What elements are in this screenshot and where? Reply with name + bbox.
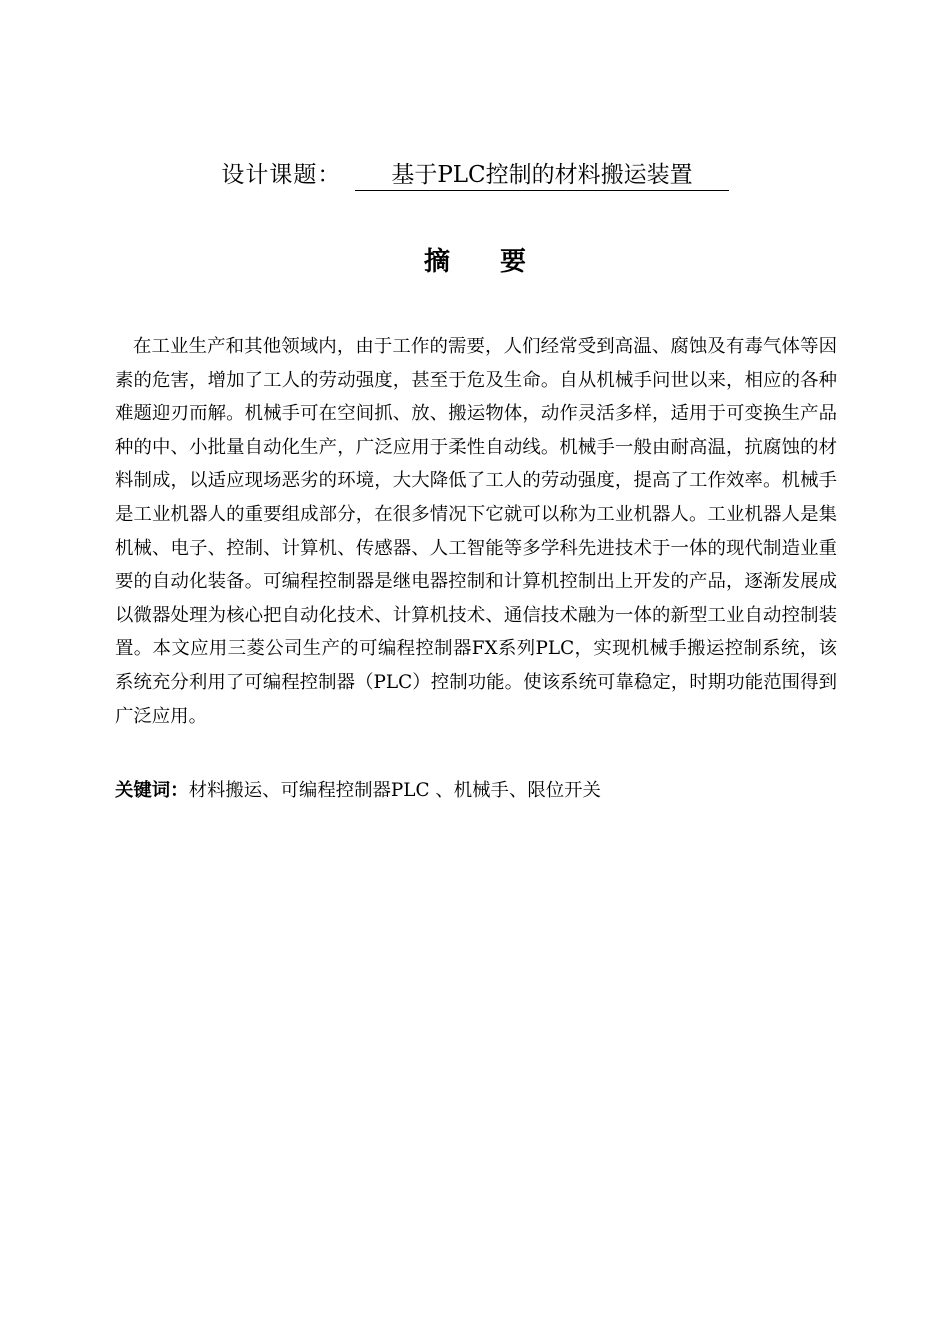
abstract-body: 在工业生产和其他领域内，由于工作的需要，人们经常受到高温、腐蚀及有毒气体等因素的危害，增加了工人的劳动强度，甚至于危及生命。自从机械手问世以来，相应的各种难题迎刃而解。机械手可在空间抓、放、搬运物体，动作灵活多样，适用于可变换生产品种的中、小批量自动化生产，广泛应用于柔性自动线。机械手一般由耐高温，抗腐蚀的材料制成，以适应现场恶劣的环境，大大降低了工人的劳动强度，提高了工作效率。机械手是工业机器人的重要组成部分，在很多情况下它就可以称为工业机器人。工业机器人是集机械、电子、控制、计算机、传感器、人工智能等多学科先进技术于一体的现代制造业重要的自动化装备。可编程控制器是继电器控制和计算机控制出上开发的产品，逐渐发展成以微器处理为核心把自动化技术、计算机技术、通信技术融为一体的新型工业自动控制装置。本文应用三菱公司生产的可编程控制器FX系列PLC，实现机械手搬运控制系统，该系统充分利用了可编程控制器（PLC）控制功能。使该系统可靠稳定，时期功能范围得到广泛应用。 — [115, 336, 837, 727]
design-topic-value: 基于PLC控制的材料搬运装置 — [355, 161, 728, 191]
abstract-heading: 摘要 — [423, 247, 576, 277]
design-topic-line — [0, 158, 950, 192]
keywords-line — [115, 776, 837, 806]
keywords-value: 材料搬运、可编程控制器PLC 、机械手、限位开关 — [188, 780, 601, 801]
keywords-label: 关键词： — [115, 780, 189, 801]
design-topic-label: 设计课题： — [221, 162, 342, 188]
